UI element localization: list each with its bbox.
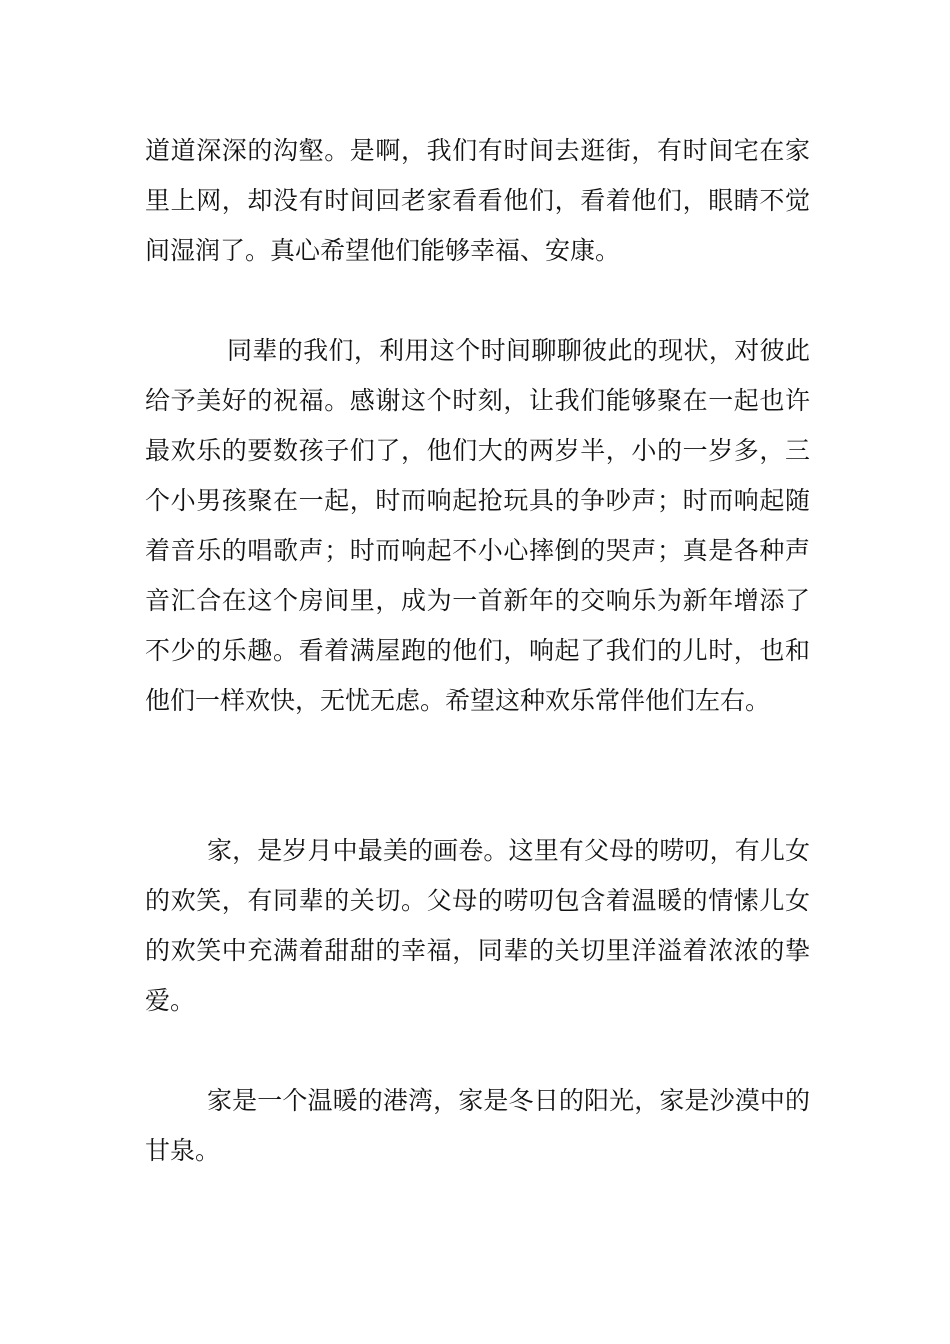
paragraph-4: 家是一个温暖的港湾，家是冬日的阳光，家是沙漠中的甘泉。 xyxy=(145,1086,810,1165)
paragraph-3: 家，是岁月中最美的画卷。这里有父母的唠叨，有儿女的欢笑，有同辈的关切。父母的唠叨包含着温暖的情愫儿女的欢笑中充满着甜甜的幸福，同辈的关切里洋溢着浓浓的挚爱。 xyxy=(145,836,810,1015)
paragraph-1: 道道深深的沟壑。是啊，我们有时间去逛街，有时间宅在家里上网，却没有时间回老家看看他们，看着他们，眼睛不觉间湿润了。真心希望他们能够幸福、安康。 xyxy=(145,136,810,265)
paragraph-2: 同辈的我们，利用这个时间聊聊彼此的现状，对彼此给予美好的祝福。感谢这个时刻，让我们能够聚在一起也许最欢乐的要数孩子们了，他们大的两岁半，小的一岁多，三个小男孩聚在一起，时而响起抢玩具的争吵声；时而响起随着音乐的唱歌声；时而响起不小心摔倒的哭声；真是各种声音汇合在这个房间里，成为一首新年的交响乐为新年增添了不少的乐趣。看着满屋跑的他们，响起了我们的儿时，也和他们一样欢快，无忧无虑。希望这种欢乐常伴他们左右。 xyxy=(145,336,810,715)
